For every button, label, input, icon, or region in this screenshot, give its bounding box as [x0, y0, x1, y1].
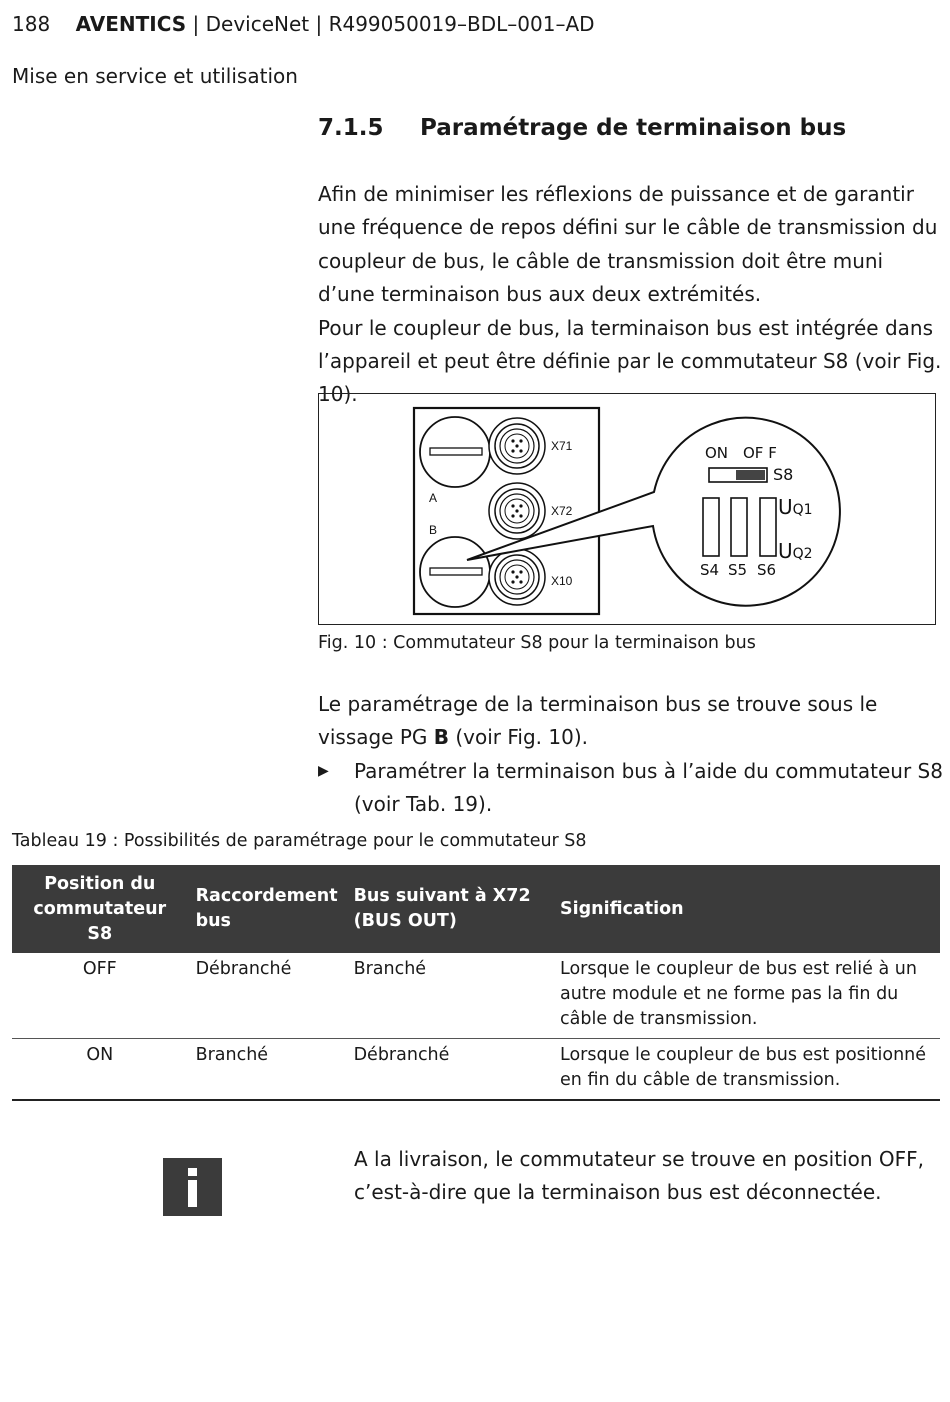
switch-s8: [709, 468, 767, 482]
pg-screw-a: [420, 417, 490, 487]
settings-table: [12, 865, 940, 1101]
table-cell: Lorsque le coupleur de bus est relié à un autre module et ne forme pas la fin du câble de transmission.: [552, 953, 940, 1039]
label-b: B: [429, 523, 438, 537]
column-header: Signification: [552, 865, 940, 953]
document-reference: | DeviceNet | R499050019–BDL–001–AD: [186, 12, 595, 36]
connector-x10: [489, 549, 545, 605]
device-diagram: [319, 394, 934, 623]
page-number: 188: [12, 12, 51, 36]
brand-name: AVENTICS: [75, 12, 187, 36]
table-caption: Tableau 19 : Possibilités de paramétrage pour le commutateur S8: [12, 831, 587, 851]
table-cell: Branché: [188, 1039, 346, 1101]
label-off: OF F: [743, 444, 777, 462]
dip-switches: [703, 498, 776, 556]
chapter-title: Mise en service et utilisation: [12, 64, 298, 88]
figure-switch-s8: [318, 393, 936, 625]
label-x72: X72: [551, 504, 573, 518]
paragraph-3: Le paramétrage de la terminaison bus se trouve sous le vissage PG B (voir Fig. 10).: [318, 692, 878, 750]
paragraph-2: Pour le coupleur de bus, la terminaison bus est intégrée dans l’appareil et peut être définie par le commutateur S8 (voir Fig. 10).: [318, 315, 942, 407]
label-uq1: UQ1: [778, 495, 813, 519]
bullet-marker-icon: ▶: [318, 763, 329, 779]
label-x71: X71: [551, 439, 573, 453]
table-cell: Branché: [346, 953, 552, 1039]
page-header: [12, 12, 595, 36]
column-header: Bus suivant à X72 (BUS OUT): [346, 865, 552, 953]
figure-caption: Fig. 10 : Commutateur S8 pour la terminaison bus: [318, 633, 756, 653]
table-header-row: [12, 865, 940, 953]
label-x10: X10: [551, 574, 573, 588]
info-icon: [163, 1158, 222, 1216]
label-s4: S4: [700, 561, 720, 579]
table-cell: Débranché: [346, 1039, 552, 1101]
table-row: [12, 953, 940, 1039]
section-number: 7.1.5: [318, 115, 384, 141]
label-s5: S5: [728, 561, 748, 579]
section-title: Paramétrage de terminaison bus: [420, 115, 847, 141]
instruction-text: Paramétrer la terminaison bus à l’aide du commutateur S8 (voir Tab. 19).: [354, 759, 943, 817]
table-cell: Débranché: [188, 953, 346, 1039]
connector-x71: [489, 418, 545, 474]
table-cell: Lorsque le coupleur de bus est positionné en fin du câble de transmission.: [552, 1039, 940, 1101]
label-s6: S6: [757, 561, 777, 579]
paragraph-1: Afin de minimiser les réflexions de puissance et de garantir une fréquence de repos défini sur le câble de transmission du coupleur de bus, le câble de transmission doit être muni d’une terminaison bus aux deux extrémités.: [318, 182, 938, 307]
table-row: [12, 1039, 940, 1101]
table-cell: OFF: [12, 953, 188, 1039]
label-on: ON: [705, 444, 729, 462]
connector-x72: [489, 483, 545, 539]
label-a: A: [429, 491, 438, 505]
pg-screw-b: [420, 537, 490, 607]
table-cell: ON: [12, 1039, 188, 1101]
intro-text: [318, 178, 943, 412]
column-header: Position du commutateur S8: [12, 865, 188, 953]
pg-b-label: B: [433, 725, 450, 750]
label-s8: S8: [773, 465, 794, 484]
section-heading: [318, 115, 846, 141]
column-header: Raccordement bus: [188, 865, 346, 953]
info-note: A la livraison, le commutateur se trouve en position OFF, c’est-à-dire que la terminaison bus est déconnectée.: [354, 1147, 924, 1205]
label-uq2: UQ2: [778, 539, 813, 563]
instruction-step: [318, 755, 943, 822]
